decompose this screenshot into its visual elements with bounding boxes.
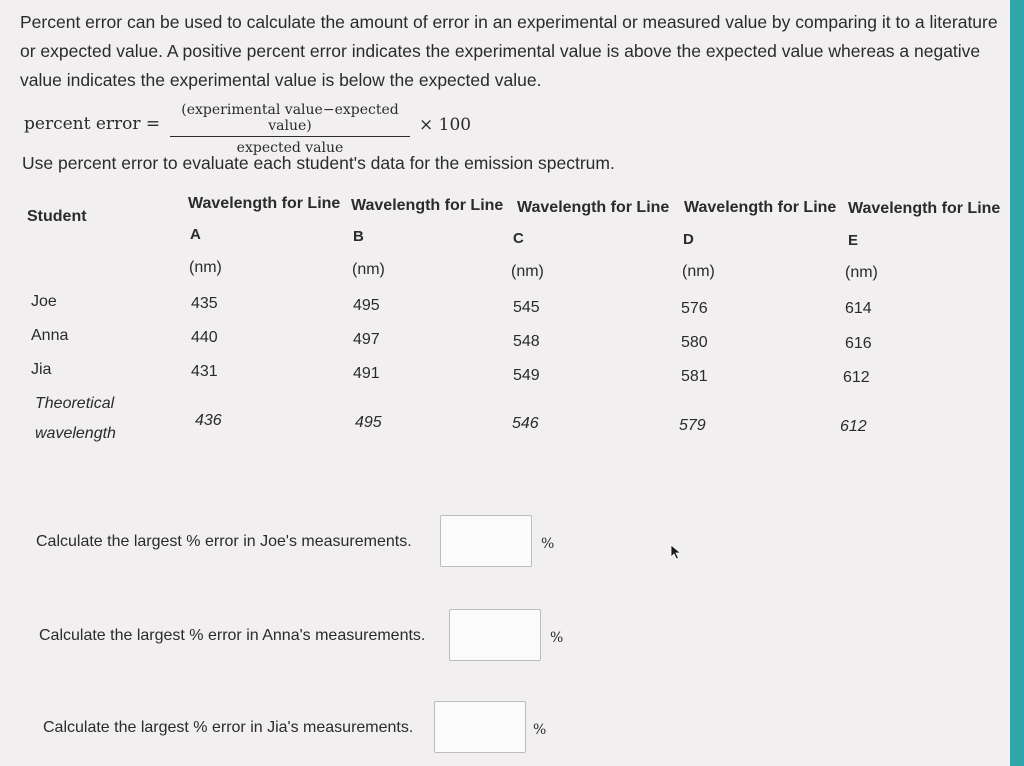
table-cell: 491	[353, 365, 380, 382]
column-unit-d: (nm)	[682, 263, 715, 280]
formula-numerator: (experimental value−expected value)	[181, 102, 399, 134]
joe-answer-input[interactable]	[440, 515, 532, 567]
row-name-wavelength: wavelength	[35, 425, 116, 442]
column-header-d: Wavelength for Line	[684, 199, 837, 216]
table-cell: 549	[513, 367, 540, 384]
anna-answer-input[interactable]	[449, 609, 541, 661]
table-cell: 436	[195, 412, 222, 429]
table-cell: 581	[681, 368, 708, 385]
table-cell: 495	[353, 297, 380, 314]
intro-paragraph: Percent error can be used to calculate the amount of error in an experimental or measured value by comparing it to a literature or expected value. A positive percent error indicates the experimental value is above the expected value whereas a negative value indicates the experimental value is below the expected value.	[20, 12, 998, 90]
table-cell: 440	[191, 329, 218, 346]
formula-multiplier: × 100	[419, 115, 472, 135]
table-cell: 579	[679, 417, 706, 434]
mouse-pointer-icon	[670, 544, 682, 565]
percent-unit-joe: %	[541, 536, 555, 552]
formula-denominator: expected value	[236, 140, 344, 156]
table-cell: 545	[513, 299, 540, 316]
row-name-theoretical: Theoretical	[35, 395, 115, 412]
row-name-anna: Anna	[31, 327, 69, 344]
student-column-header: Student	[27, 208, 87, 225]
column-letter-d: D	[683, 231, 694, 248]
column-unit-e: (nm)	[845, 264, 878, 281]
table-cell: 546	[512, 415, 539, 432]
question-label-anna: Calculate the largest % error in Anna's measurements.	[39, 627, 426, 644]
fraction-bar	[170, 136, 410, 137]
table-cell: 614	[845, 300, 872, 317]
question-label-jia: Calculate the largest % error in Jia's measurements.	[43, 719, 414, 736]
percent-unit-jia: %	[533, 722, 547, 738]
table-cell: 612	[840, 418, 867, 435]
table-cell: 548	[513, 333, 540, 350]
column-letter-e: E	[848, 232, 859, 249]
formula-lhs: percent error =	[24, 114, 161, 134]
column-header-c: Wavelength for Line	[517, 199, 670, 216]
table-cell: 616	[845, 335, 872, 352]
jia-answer-input[interactable]	[434, 701, 526, 753]
column-letter-b: B	[353, 228, 364, 245]
column-header-b: Wavelength for Line	[351, 197, 504, 214]
table-cell: 576	[681, 300, 708, 317]
table-cell: 435	[191, 295, 218, 312]
instruction-text: Use percent error to evaluate each student's data for the emission spectrum.	[22, 153, 615, 173]
table-cell: 431	[191, 363, 218, 380]
table-cell: 580	[681, 334, 708, 351]
row-name-joe: Joe	[31, 293, 57, 310]
table-cell: 495	[355, 414, 382, 431]
column-letter-c: C	[513, 230, 524, 247]
column-unit-a: (nm)	[189, 259, 222, 276]
row-name-jia: Jia	[31, 361, 52, 378]
question-label-joe: Calculate the largest % error in Joe's measurements.	[36, 533, 412, 550]
column-unit-c: (nm)	[511, 263, 544, 280]
percent-unit-anna: %	[550, 630, 564, 646]
table-cell: 497	[353, 331, 380, 348]
table-cell: 612	[843, 369, 870, 386]
column-header-a: Wavelength for Line	[188, 195, 341, 212]
column-header-e: Wavelength for Line	[848, 200, 1001, 217]
formula-fraction	[170, 102, 410, 156]
column-letter-a: A	[190, 226, 201, 243]
column-unit-b: (nm)	[352, 261, 385, 278]
